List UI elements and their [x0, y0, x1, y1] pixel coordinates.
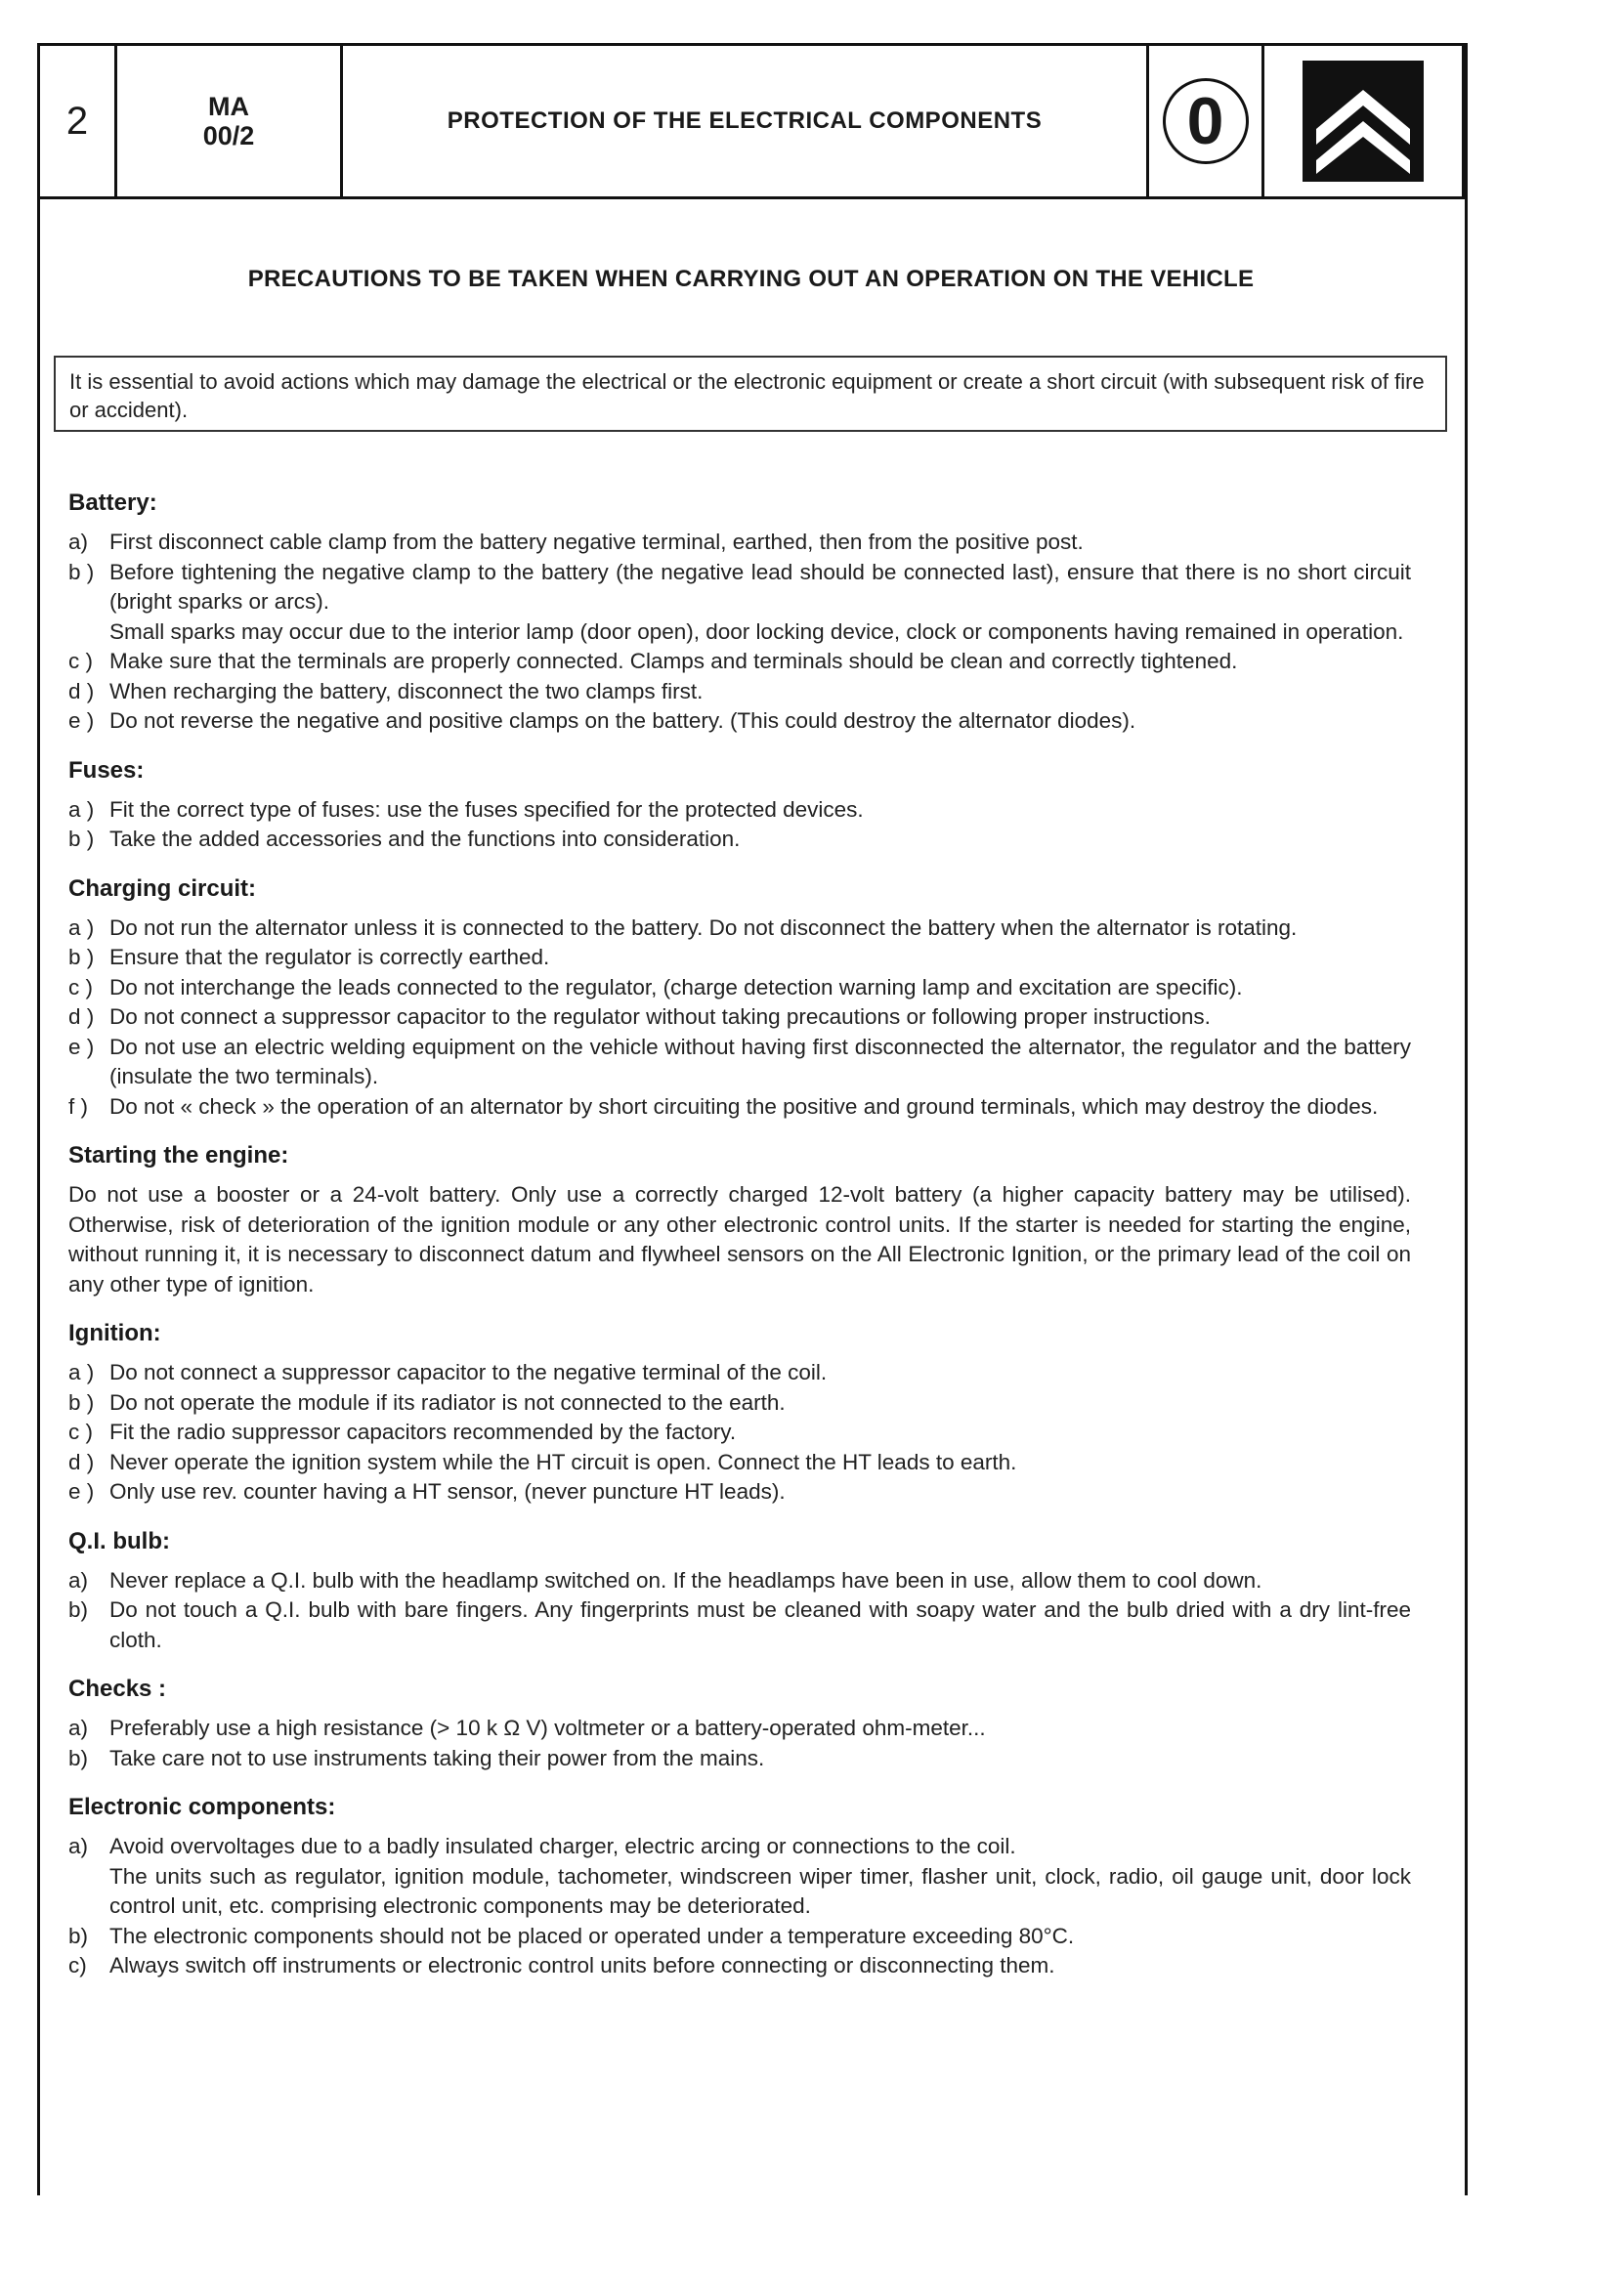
list-item: [68, 943, 1411, 973]
item-text: Preferably use a high resistance (> 10 k Ω V) voltmeter or a battery-operated ohm-meter...: [109, 1716, 986, 1740]
list-item: [68, 1477, 1411, 1508]
list-item: [68, 825, 1411, 855]
section-charging-circuit: [68, 874, 1411, 1123]
item-text: When recharging the battery, disconnect the two clamps first.: [109, 678, 704, 703]
code-line-1: MA: [208, 92, 249, 121]
section-title: Charging circuit:: [68, 874, 257, 902]
item-text: Never operate the ignition system while the HT circuit is open. Connect the HT leads to earth.: [109, 1449, 1017, 1474]
list-item: [68, 706, 1411, 737]
item-text: Always switch off instruments or electronic control units before connecting or disconnecting them.: [109, 1953, 1055, 1977]
item-letter: d ): [68, 1449, 95, 1474]
list-item: [68, 1566, 1411, 1596]
list-item: [68, 1595, 1411, 1655]
item-text: Do not touch a Q.I. bulb with bare fingers. Any fingerprints must be cleaned with soapy water and the bulb dried with a dry lint-free cloth.: [109, 1597, 1411, 1652]
section-ignition: [68, 1319, 1411, 1508]
section-starting-engine: [68, 1141, 1411, 1299]
list-item: [68, 677, 1411, 707]
item-letter: b ): [68, 1389, 95, 1415]
item-text: Do not operate the module if its radiator is not connected to the earth.: [109, 1389, 786, 1415]
citroen-double-chevron-icon: [1303, 61, 1424, 182]
item-letter: e ): [68, 1479, 95, 1504]
list-item: [68, 1922, 1411, 1952]
list-item: [68, 1418, 1411, 1448]
list-item: [68, 1951, 1411, 1981]
item-letter: a): [68, 1567, 89, 1593]
item-text: Fit the radio suppressor capacitors recommended by the factory.: [109, 1420, 737, 1444]
item-text: Avoid overvoltages due to a badly insulated charger, electric arcing or connections to the coil.: [109, 1834, 1016, 1858]
item-text: Do not « check » the operation of an alternator by short circuiting the positive and ground terminals, which may destroy the diodes.: [109, 1093, 1379, 1119]
section-title: Fuses:: [68, 756, 145, 784]
list-item: [68, 1714, 1411, 1744]
item-letter: a ): [68, 1360, 95, 1384]
section-fuses: [68, 756, 1411, 855]
item-text: Fit the correct type of fuses: use the fuses specified for the protected devices.: [109, 796, 864, 822]
item-letter: d ): [68, 1004, 95, 1029]
list-item: [68, 1092, 1411, 1123]
item-text: Do not run the alternator unless it is connected to the battery. Do not disconnect the battery when the alternator is rotating.: [109, 914, 1298, 940]
list-item: [68, 1033, 1411, 1092]
item-letter: b): [68, 1745, 89, 1770]
section-battery: [68, 489, 1411, 737]
section-qi-bulb: [68, 1527, 1411, 1656]
page-number: 2: [40, 46, 117, 196]
item-letter: b ): [68, 945, 95, 969]
item-text: Do not interchange the leads connected to the regulator, (charge detection warning lamp and excitation are specific).: [109, 974, 1243, 999]
item-text: First disconnect cable clamp from the battery negative terminal, earthed, then from the positive post.: [109, 530, 1084, 554]
item-text-block: [109, 1832, 1411, 1922]
list-item: [68, 1448, 1411, 1478]
code-line-2: 00/2: [202, 121, 255, 150]
item-letter: f ): [68, 1093, 88, 1119]
section-title: Checks :: [68, 1676, 167, 1702]
item-text: Do not connect a suppressor capacitor to the negative terminal of the coil.: [109, 1360, 828, 1384]
document-code: [117, 46, 343, 196]
item-text: Take the added accessories and the functions into consideration.: [109, 827, 741, 851]
group-badge: [1149, 46, 1264, 196]
list-item: [68, 1744, 1411, 1774]
item-letter: a ): [68, 796, 95, 822]
list-item: [68, 1832, 1411, 1922]
section-heading: PRECAUTIONS TO BE TAKEN WHEN CARRYING OUT AN OPERATION ON THE VEHICLE: [247, 266, 1255, 292]
item-letter: a): [68, 1834, 89, 1858]
item-letter: d ): [68, 678, 95, 703]
section-electronic-components: [68, 1793, 1411, 1981]
item-letter: b): [68, 1597, 89, 1622]
item-letter: b ): [68, 559, 95, 584]
item-text-block: [109, 558, 1411, 648]
warning-box: It is essential to avoid actions which may damage the electrical or the electronic equipment or create a short circuit (with subsequent risk of fire or accident).: [54, 356, 1447, 432]
list-item: [68, 528, 1411, 558]
item-text: Ensure that the regulator is correctly earthed.: [109, 945, 550, 969]
item-text: Never replace a Q.I. bulb with the headlamp switched on. If the headlamps have been in use, allow them to cool down.: [109, 1567, 1262, 1593]
item-letter: a): [68, 1716, 89, 1740]
item-text-continued: The units such as regulator, ignition module, tachometer, windscreen wiper timer, flasher unit, clock, radio, oil gauge unit, door lock control unit, etc. comprising electronic components may be deteriorated.: [109, 1863, 1411, 1918]
content: [68, 489, 1411, 2001]
list-item: [68, 914, 1411, 944]
item-text: Before tightening the negative clamp to the battery (the negative lead should be connected last), ensure that there is no short circuit (bright sparks or arcs).: [109, 559, 1411, 614]
item-letter: a ): [68, 914, 95, 940]
item-text: Do not reverse the negative and positive clamps on the battery. (This could destroy the alternator diodes).: [109, 708, 1136, 733]
section-checks: [68, 1675, 1411, 1773]
section-title: Q.I. bulb:: [68, 1527, 170, 1554]
brand-logo: [1264, 46, 1462, 196]
list-item: [68, 1358, 1411, 1388]
item-text: Make sure that the terminals are properly connected. Clamps and terminals should be clean and correctly tightened.: [109, 649, 1238, 673]
list-item: [68, 1002, 1411, 1033]
item-text: Take care not to use instruments taking their power from the mains.: [109, 1745, 765, 1770]
section-paragraph: Do not use a booster or a 24-volt battery. Only use a correctly charged 12-volt battery (a higher capacity battery may be utilised). Otherwise, risk of deterioration of the ignition module or any other electronic control units. If the starter is needed for starting the engine, without running it, it is necessary to disconnect datum and flywheel sensors on the All Electronic Ignition, or the primary lead of the coil on any other type of ignition.: [68, 1182, 1411, 1297]
item-letter: c ): [68, 1420, 93, 1444]
item-letter: c ): [68, 974, 93, 999]
item-letter: e ): [68, 708, 95, 733]
item-text-continued: Small sparks may occur due to the interior lamp (door open), door locking device, clock or components having remained in operation.: [109, 618, 1404, 644]
item-text: Only use rev. counter having a HT sensor, (never puncture HT leads).: [109, 1479, 786, 1504]
section-title: Starting the engine:: [68, 1142, 289, 1169]
item-text: Do not use an electric welding equipment on the vehicle without having first disconnected the alternator, the regulator and the battery (insulate the two terminals).: [109, 1034, 1411, 1088]
item-letter: b): [68, 1923, 89, 1948]
item-letter: c ): [68, 649, 93, 673]
item-text: Do not connect a suppressor capacitor to the regulator without taking precautions or following proper instructions.: [109, 1004, 1211, 1029]
page-title: PROTECTION OF THE ELECTRICAL COMPONENTS: [343, 46, 1149, 196]
item-letter: a): [68, 530, 89, 554]
page-header: [37, 43, 1465, 199]
list-item: [68, 973, 1411, 1003]
list-item: [68, 558, 1411, 648]
list-item: [68, 1388, 1411, 1419]
list-item: [68, 795, 1411, 826]
section-title: Battery:: [68, 489, 157, 516]
item-letter: e ): [68, 1034, 95, 1059]
group-number: 0: [1163, 78, 1249, 164]
item-letter: c): [68, 1953, 87, 1977]
list-item: [68, 647, 1411, 677]
item-letter: b ): [68, 827, 95, 851]
item-text: The electronic components should not be placed or operated under a temperature exceeding 80°C.: [109, 1923, 1075, 1948]
section-title: Ignition:: [68, 1320, 161, 1346]
section-title: Electronic components:: [68, 1794, 336, 1820]
